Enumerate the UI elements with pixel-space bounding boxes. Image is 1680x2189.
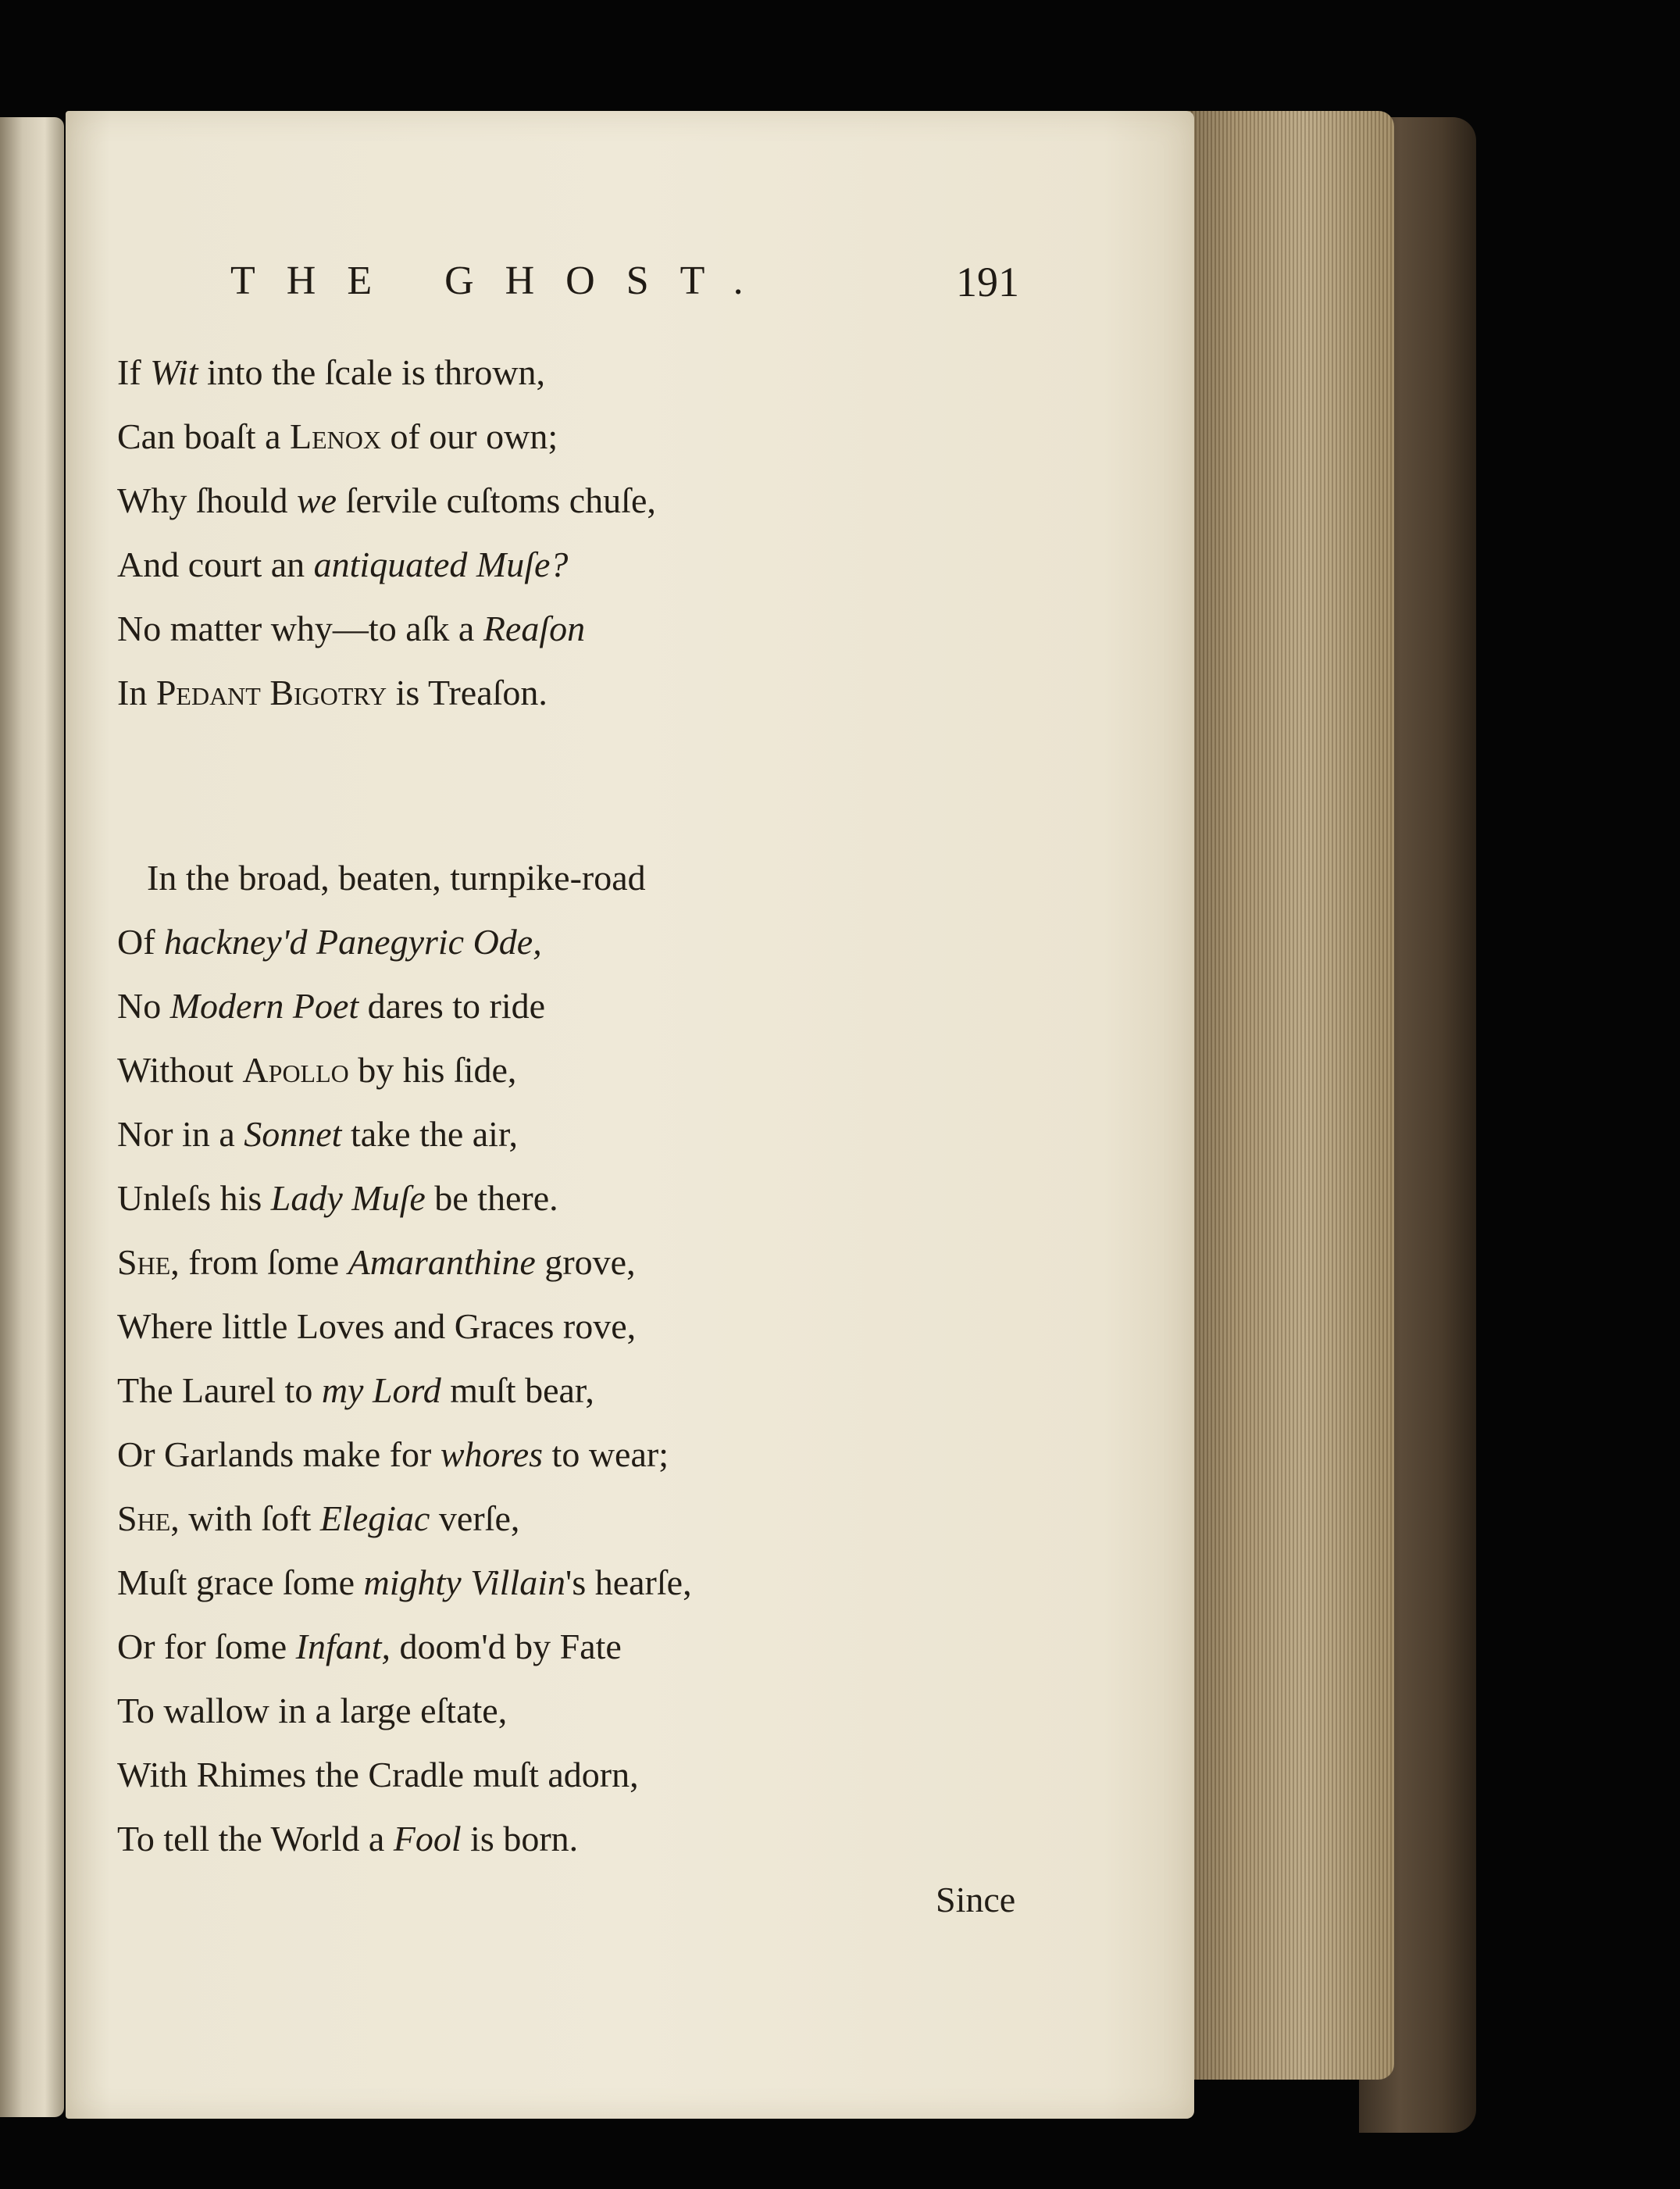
facing-page-edge — [0, 117, 64, 2117]
poem-line: No matter why—to aſk a Reaſon — [117, 609, 586, 648]
poem-line: Can boaſt a Lenox of our own; — [117, 416, 558, 456]
poem-line: Of hackney'd Panegyric Ode, — [117, 922, 542, 962]
poem-line: Or for ſome Infant, doom'd by Fate — [117, 1627, 622, 1666]
poem-line: Or Garlands make for whores to wear; — [117, 1434, 669, 1474]
stanza-break — [117, 725, 1054, 846]
poem-line: If Wit into the ſcale is thrown, — [117, 352, 546, 392]
page-number: 191 — [956, 259, 1019, 305]
poem-line: With Rhimes the Cradle muſt adorn, — [117, 1755, 639, 1794]
catchword: Since — [936, 1880, 1016, 1919]
poem-line: In the broad, beaten, turnpike-road — [147, 858, 646, 898]
poem-line: Muſt grace ſome mighty Villain's hearſe, — [117, 1562, 692, 1602]
poem-line: To wallow in a large eſtate, — [117, 1691, 508, 1730]
poem-line: No Modern Poet dares to ride — [117, 986, 546, 1026]
poem-line: The Laurel to my Lord muſt bear, — [117, 1370, 594, 1410]
page-block-edges — [1172, 111, 1394, 2080]
poem-text — [117, 341, 1054, 1871]
poem-line: In Pedant Bigotry is Treaſon. — [117, 673, 548, 712]
poem-line: Nor in a Sonnet take the air, — [117, 1114, 518, 1154]
poem-line: Why ſhould we ſervile cuſtoms chuſe, — [117, 480, 656, 520]
poem-line: Unleſs his Lady Muſe be there. — [117, 1178, 558, 1218]
poem-line: She, with ſoft Elegiac verſe, — [117, 1498, 520, 1538]
running-title: THE GHOST. — [230, 259, 775, 303]
page-header — [230, 258, 1019, 320]
poem-line: Without Apollo by his ſide, — [117, 1050, 517, 1090]
poem-line: Where little Loves and Graces rove, — [117, 1306, 637, 1346]
poem-line: She, from ſome Amaranthine grove, — [117, 1242, 636, 1282]
poem-line: And court an antiquated Muſe? — [117, 545, 569, 584]
poem-line: To tell the World a Fool is born. — [117, 1819, 579, 1859]
